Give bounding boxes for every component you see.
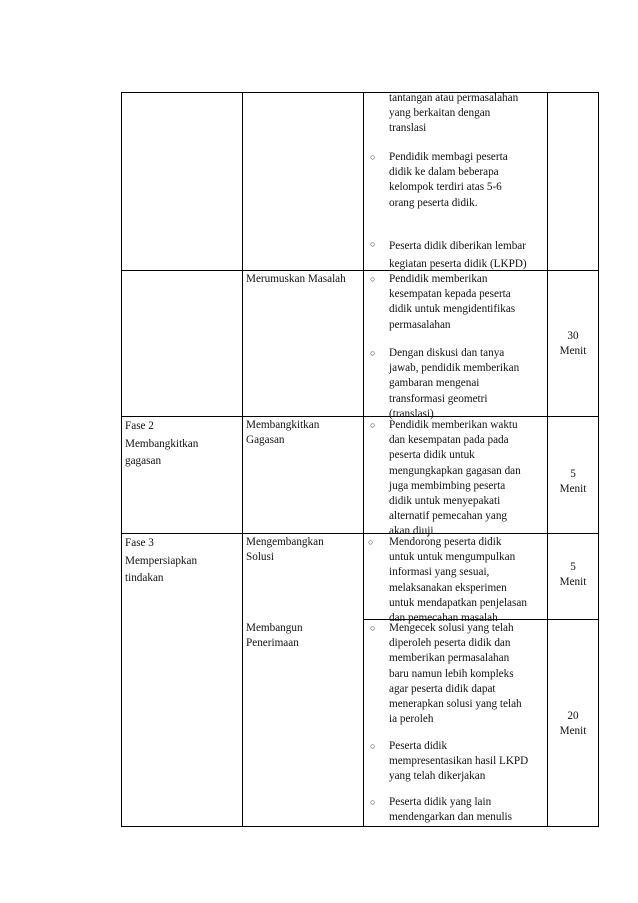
row-2-item-1: Pendidik memberikan kesempatan kepada peserta didik untuk mengidentifikas permasalahan [389, 273, 516, 331]
table-border-top [121, 92, 599, 93]
row-divider-2 [121, 416, 599, 417]
row-3-phase: Fase 2 Membangkitkan gagasan [125, 420, 199, 467]
row-3-item-1: Pendidik memberikan waktu dan kesempatan pada pada peserta didik untuk mengungkapkan gagasan dan juga membimbing peserta didik untuk menyepakati alternatif pemecahan yang akan diuji [389, 419, 521, 538]
row-divider-1 [121, 270, 599, 271]
bullet-icon: ○ [370, 420, 376, 430]
bullet-icon: ○ [370, 797, 376, 807]
row-4-time: 5 Menit [559, 561, 587, 589]
row-4-phase: Fase 3 Mempersiapkan tindakan [125, 537, 198, 584]
row-5-time: 20 Menit [559, 710, 587, 738]
row-3-step: Membangkitkan Gagasan [246, 419, 320, 447]
bullet-icon: ○ [370, 239, 376, 249]
bullet-icon: ○ [370, 623, 376, 633]
row-1-item-1: tantangan atau permasalahan yang berkaitan dengan translasi [389, 92, 519, 135]
table-border-bottom [121, 826, 599, 827]
row-5-item-1: Mengecek solusi yang telah diperoleh peserta didik dan memberikan permasalahan baru namun lebih kompleks agar peserta didik dapat menerapkan solusi yang telah ia peroleh [389, 622, 522, 726]
bullet-icon: ○ [368, 537, 374, 547]
bullet-icon: ○ [370, 274, 376, 284]
row-5-item-2: Peserta didik mempresentasikan hasil LKPD yang telah dikerjakan [389, 740, 529, 783]
row-4-step: Mengembangkan Solusi [246, 536, 324, 564]
row-2-time: 30 Menit [559, 330, 587, 358]
row-1-item-2: Pendidik membagi peserta didik ke dalam beberapa kelompok terdiri atas 5-6 orang peserta didik. [389, 151, 508, 209]
table-border-right [598, 92, 599, 827]
bullet-icon: ○ [370, 741, 376, 751]
row-divider-3 [121, 533, 599, 534]
row-3-time: 5 Menit [559, 468, 587, 496]
bullet-icon: ○ [370, 348, 376, 358]
row-2-step: Merumuskan Masalah [246, 273, 346, 285]
bullet-icon: ○ [370, 152, 376, 162]
table-border-left [121, 92, 122, 827]
row-2-item-2: Dengan diskusi dan tanya jawab, pendidik memberikan gambaran mengenai transformasi geometri (translasi) [389, 347, 520, 420]
row-5-item-3: Peserta didik yang lain mendengarkan dan menulis [389, 796, 513, 824]
row-4-item-1: Mendorong peserta didik untuk untuk mengumpulkan informasi yang sesuai, melaksanakan eksperimen untuk mendapatkan penjelasan dan pemecahan masalah [389, 536, 527, 625]
table-divider-col2 [363, 92, 364, 827]
row-5-step: Membangun Penerimaan [246, 622, 303, 650]
table-divider-col1 [242, 92, 243, 827]
activity-table [121, 92, 599, 827]
row-1-item-3: Peserta didik diberikan lembar kegiatan peserta didik (LKPD) [389, 240, 527, 270]
